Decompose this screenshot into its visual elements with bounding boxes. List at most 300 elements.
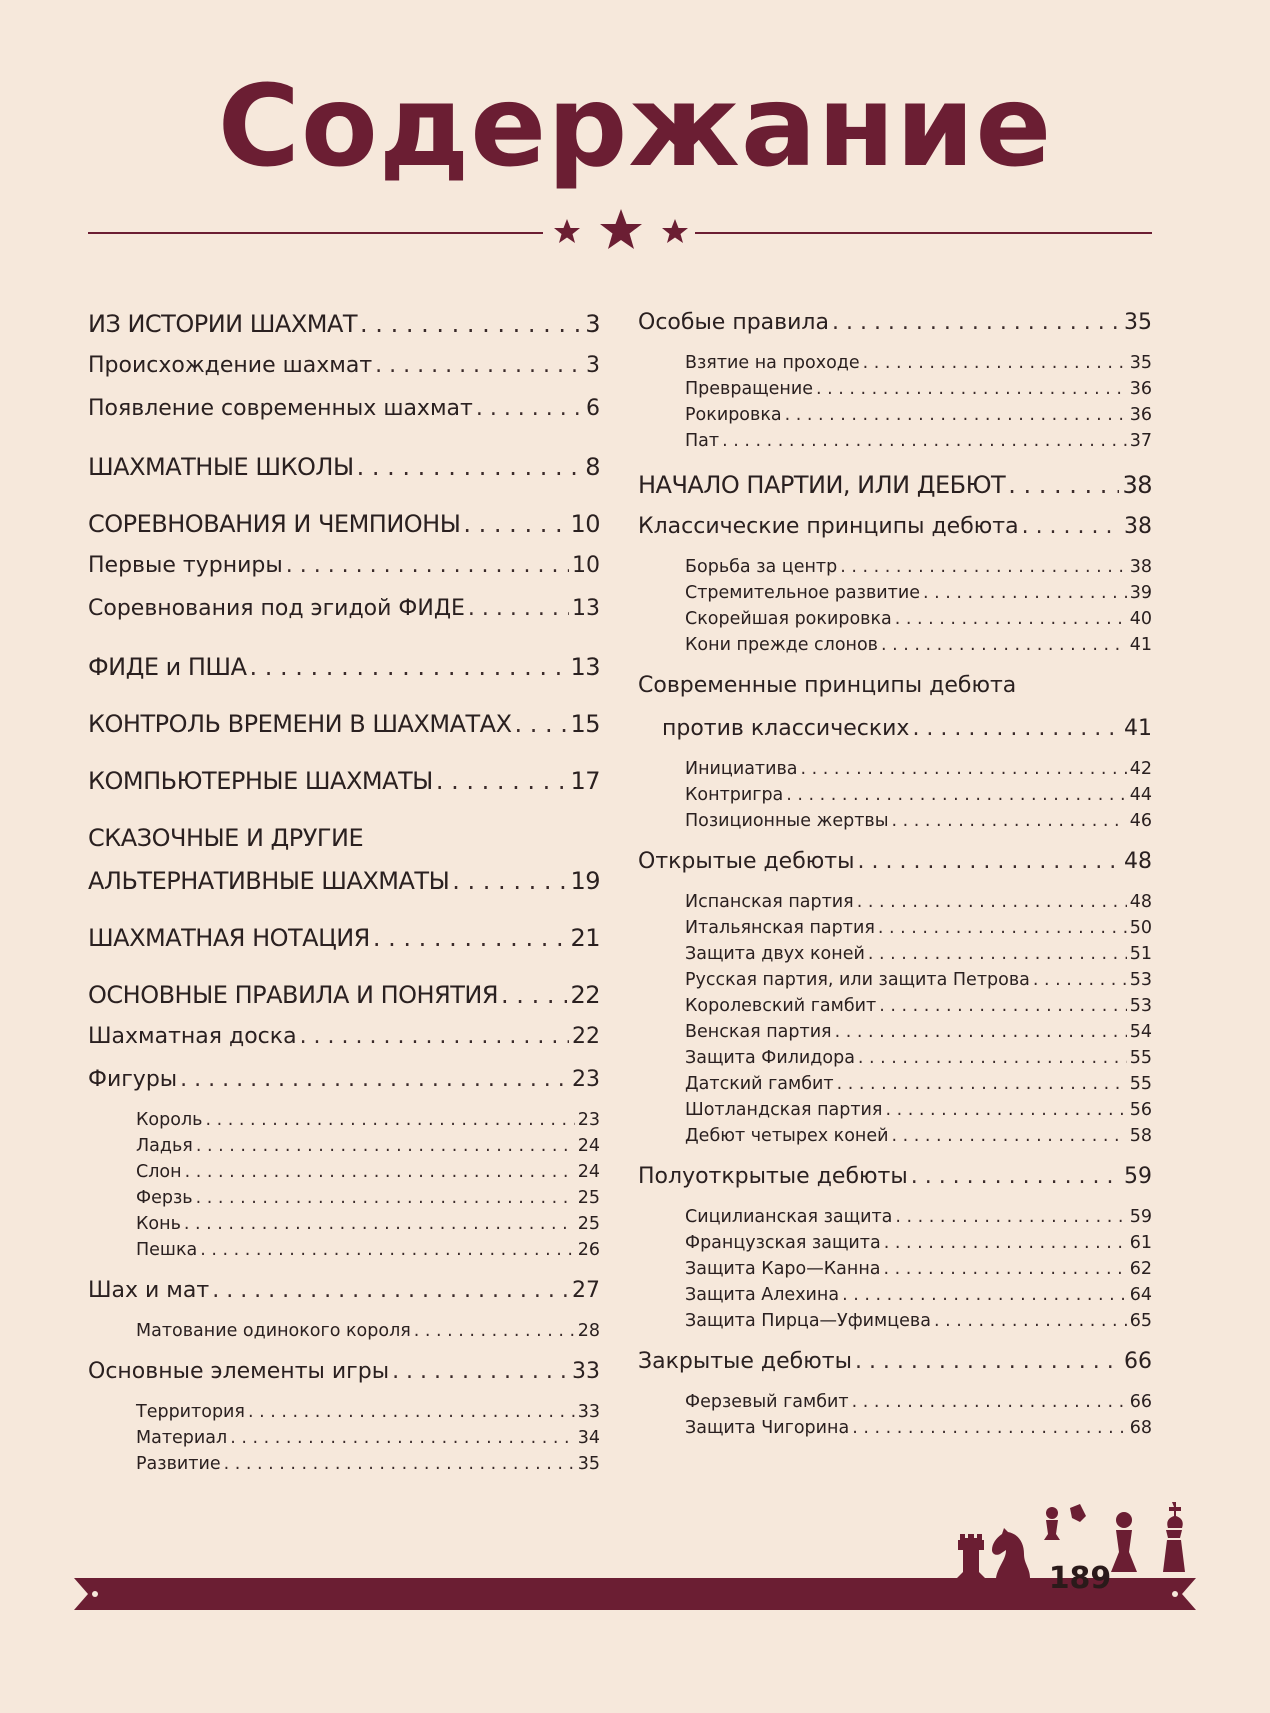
- toc-entry-title: Шахматная доска: [88, 1024, 297, 1049]
- toc-entry: [88, 396, 600, 439]
- toc-right-column: [638, 310, 1152, 1444]
- toc-entry: [638, 1164, 1152, 1207]
- toc-entry-page: 54: [1129, 1022, 1152, 1042]
- toc-entry: [88, 924, 600, 967]
- toc-entry: [638, 892, 1152, 918]
- dot-leader: [858, 1048, 1127, 1068]
- toc-line: [88, 553, 600, 596]
- toc-entry: [88, 1240, 600, 1266]
- toc-line: [88, 1214, 600, 1240]
- toc-entry: [88, 453, 600, 496]
- toc-line: [88, 1188, 600, 1214]
- toc-entry: [638, 635, 1152, 661]
- toc-entry-title: Скорейшая рокировка: [685, 609, 892, 629]
- divider-left: [88, 232, 543, 234]
- toc-entry-page: 39: [1129, 583, 1152, 603]
- toc-entry-title: Рокировка: [685, 405, 782, 425]
- toc-entry: [88, 1024, 600, 1067]
- toc-line: [638, 635, 1152, 661]
- dot-leader: [858, 849, 1122, 874]
- toc-entry-page: 41: [1124, 716, 1152, 741]
- toc-entry-title: Защита двух коней: [685, 944, 865, 964]
- toc-entry-title: Ферзевый гамбит: [685, 1392, 849, 1412]
- toc-entry: [88, 1359, 600, 1402]
- dot-leader: [885, 1100, 1126, 1120]
- toc-line: [638, 1349, 1152, 1392]
- toc-entry-title: КОМПЬЮТЕРНЫЕ ШАХМАТЫ: [88, 767, 433, 795]
- toc-line: [638, 1126, 1152, 1152]
- toc-entry: [88, 1162, 600, 1188]
- toc-entry: [638, 379, 1152, 405]
- dot-leader: [375, 353, 583, 378]
- toc-entry-title: ОСНОВНЫЕ ПРАВИЛА И ПОНЯТИЯ: [88, 981, 499, 1009]
- toc-entry-page: 51: [1129, 944, 1152, 964]
- toc-entry-title: Русская партия, или защита Петрова: [685, 970, 1030, 990]
- toc-entry-page: 21: [570, 924, 600, 952]
- toc-entry-title: Испанская партия: [685, 892, 854, 912]
- toc-line: [88, 1067, 600, 1110]
- dot-leader: [360, 310, 582, 338]
- footer-band: [0, 1500, 1270, 1620]
- toc-entry-title: Полуоткрытые дебюты: [638, 1164, 908, 1189]
- toc-entry-title: Территория: [136, 1402, 245, 1422]
- toc-entry: [638, 811, 1152, 837]
- toc-entry-title: Французская защита: [685, 1233, 881, 1253]
- toc-entry-title: ШАХМАТНЫЕ ШКОЛЫ: [88, 453, 354, 481]
- toc-entry-page: 23: [572, 1067, 600, 1092]
- toc-entry-title: Защита Каро—Канна: [685, 1259, 881, 1279]
- toc-line: [88, 396, 600, 439]
- toc-entry-title: Материал: [136, 1428, 228, 1448]
- toc-entry-page: 10: [572, 553, 600, 578]
- toc-entry: [638, 1207, 1152, 1233]
- toc-entry-page: 10: [570, 510, 600, 538]
- toc-line: [638, 1164, 1152, 1207]
- dot-leader: [392, 1359, 569, 1384]
- toc-entry-title: Особые правила: [638, 310, 829, 335]
- toc-entry-title: Стремительное развитие: [685, 583, 920, 603]
- toc-entry-title: ФИДЕ и ПША: [88, 653, 247, 681]
- toc-entry-page: 24: [577, 1162, 600, 1182]
- toc-entry-title: Защита Филидора: [685, 1048, 855, 1068]
- dot-leader: [868, 944, 1127, 964]
- toc-entry-page: 37: [1129, 431, 1152, 451]
- toc-entry-title: Классические принципы дебюта: [638, 514, 1019, 539]
- toc-line: [88, 1278, 600, 1321]
- toc-line: [88, 1428, 600, 1454]
- dot-leader: [884, 1259, 1127, 1279]
- toc-entry-title: ИЗ ИСТОРИИ ШАХМАТ: [88, 310, 358, 338]
- dot-leader: [436, 767, 568, 795]
- toc-entry-title: Матование одинокого короля: [136, 1321, 411, 1341]
- dot-leader: [840, 557, 1126, 577]
- toc-entry: [638, 918, 1152, 944]
- page-title: Содержание: [217, 62, 1053, 192]
- toc-entry: [638, 353, 1152, 379]
- toc-entry-page: 27: [572, 1278, 600, 1303]
- toc-entry: [88, 767, 600, 810]
- dot-leader: [230, 1428, 575, 1448]
- toc-entry-page: 40: [1129, 609, 1152, 629]
- toc-line: [88, 310, 600, 353]
- toc-entry-title: Защита Чигорина: [685, 1418, 850, 1438]
- toc-entry-page: 48: [1124, 849, 1152, 874]
- toc-entry-page: 15: [570, 710, 600, 738]
- toc-entry-page: 58: [1129, 1126, 1152, 1146]
- toc-line: [638, 785, 1152, 811]
- toc-entry-title: НАЧАЛО ПАРТИИ, ИЛИ ДЕБЮТ: [638, 471, 1006, 499]
- toc-entry-page: 38: [1124, 514, 1152, 539]
- toc-line: [88, 1136, 600, 1162]
- dot-leader: [786, 785, 1126, 805]
- toc-line: [638, 405, 1152, 431]
- toc-entry-title: Появление современных шахмат: [88, 396, 473, 421]
- dot-leader: [185, 1162, 575, 1182]
- toc-entry-title: Король: [136, 1110, 203, 1130]
- toc-entry: [88, 1321, 600, 1347]
- toc-entry-title: Развитие: [136, 1454, 221, 1474]
- dot-leader: [200, 1240, 574, 1260]
- toc-left-column: [88, 310, 600, 1480]
- dot-leader: [286, 553, 569, 578]
- toc-line: [638, 1207, 1152, 1233]
- toc-line: [88, 1024, 600, 1067]
- toc-entry-title: Основные элементы игры: [88, 1359, 390, 1384]
- toc-entry-page: 55: [1129, 1074, 1152, 1094]
- toc-entry-page: 62: [1129, 1259, 1152, 1279]
- toc-entry-page: 53: [1129, 970, 1152, 990]
- dot-leader: [934, 1311, 1127, 1331]
- toc-entry-page: 8: [585, 453, 600, 481]
- toc-entry-page: 33: [577, 1402, 600, 1422]
- toc-entry: [638, 1418, 1152, 1444]
- dot-leader: [895, 1207, 1126, 1227]
- toc-line: [88, 924, 600, 967]
- toc-entry: [88, 710, 600, 753]
- toc-entry-title: КОНТРОЛЬ ВРЕМЕНИ В ШАХМАТАХ: [88, 710, 512, 738]
- toc-entry-page: 38: [1122, 471, 1152, 499]
- toc-line: [638, 944, 1152, 970]
- toc-entry-page: 64: [1129, 1285, 1152, 1305]
- dot-leader: [414, 1321, 575, 1341]
- toc-entry: [638, 1285, 1152, 1311]
- dot-leader: [212, 1278, 569, 1303]
- dot-leader: [1033, 970, 1127, 990]
- dot-leader: [923, 583, 1127, 603]
- toc-entry: [88, 1110, 600, 1136]
- toc-entry: [638, 996, 1152, 1022]
- dot-leader: [884, 1233, 1127, 1253]
- toc-entry-title: Закрытые дебюты: [638, 1349, 852, 1374]
- toc-line: [638, 673, 1152, 716]
- toc-entry: [638, 1311, 1152, 1337]
- toc-entry-page: 35: [1124, 310, 1152, 335]
- dot-leader: [248, 1402, 575, 1422]
- toc-entry-page: 53: [1129, 996, 1152, 1016]
- toc-entry: [88, 553, 600, 596]
- toc-line: [88, 1162, 600, 1188]
- toc-entry: [88, 1428, 600, 1454]
- toc-line: [88, 653, 600, 696]
- dot-leader: [196, 1136, 575, 1156]
- toc-entry: [638, 1100, 1152, 1126]
- toc-entry: [638, 471, 1152, 514]
- dot-leader: [205, 1110, 574, 1130]
- toc-entry-title: СОРЕВНОВАНИЯ И ЧЕМПИОНЫ: [88, 510, 461, 538]
- toc-entry-page: 50: [1129, 918, 1152, 938]
- toc-line: [88, 981, 600, 1024]
- dot-leader: [911, 1164, 1121, 1189]
- toc-entry: [88, 1278, 600, 1321]
- toc-entry: [638, 514, 1152, 557]
- toc-line: [88, 1321, 600, 1347]
- toc-entry-page: 42: [1129, 759, 1152, 779]
- toc-entry: [638, 1259, 1152, 1285]
- toc-entry: [638, 759, 1152, 785]
- toc-entry-title: Итальянская партия: [685, 918, 875, 938]
- dot-leader: [463, 510, 567, 538]
- toc-entry-title: Пат: [685, 431, 720, 451]
- toc-line: [88, 1110, 600, 1136]
- toc-entry: [638, 673, 1152, 759]
- toc-entry-title: Шотландская партия: [685, 1100, 883, 1120]
- toc-entry-title: Соревнования под эгидой ФИДЕ: [88, 596, 465, 621]
- toc-line: [638, 1022, 1152, 1048]
- toc-line: [638, 1233, 1152, 1259]
- toc-entry-title: Шах и мат: [88, 1278, 210, 1303]
- dot-leader: [863, 353, 1127, 373]
- dot-leader: [881, 635, 1127, 655]
- toc-entry-page: 3: [585, 310, 600, 338]
- toc-entry: [638, 405, 1152, 431]
- star-icon: [662, 219, 688, 243]
- dot-leader: [835, 1022, 1127, 1042]
- dot-leader: [184, 1214, 575, 1234]
- toc-line: [638, 996, 1152, 1022]
- toc-line: [638, 1074, 1152, 1100]
- toc-entry-title: Фигуры: [88, 1067, 178, 1092]
- toc-entry-title: Происхождение шахмат: [88, 353, 373, 378]
- toc-entry-title: Взятие на проходе: [685, 353, 860, 373]
- toc-line: [638, 379, 1152, 405]
- toc-line: [638, 1285, 1152, 1311]
- page-number: 189: [1048, 1561, 1112, 1596]
- toc-line: [638, 1311, 1152, 1337]
- toc-entry-page: 25: [577, 1188, 600, 1208]
- toc-entry: [88, 1214, 600, 1240]
- toc-line: [638, 1100, 1152, 1126]
- toc-line: [638, 609, 1152, 635]
- toc-entry-page: 35: [1129, 353, 1152, 373]
- toc-line: [638, 849, 1152, 892]
- toc-line: [638, 431, 1152, 457]
- toc-entry-title: Ладья: [136, 1136, 193, 1156]
- dot-leader: [722, 431, 1127, 451]
- toc-entry-page: 28: [577, 1321, 600, 1341]
- toc-entry-page: 33: [572, 1359, 600, 1384]
- toc-entry: [638, 1392, 1152, 1418]
- toc-line: [88, 1454, 600, 1480]
- star-icon: [600, 209, 642, 249]
- toc-entry-title: Венская партия: [685, 1022, 832, 1042]
- dot-leader: [452, 867, 567, 895]
- toc-entry-page: 17: [570, 767, 600, 795]
- toc-line: [88, 510, 600, 553]
- toc-entry-title: Открытые дебюты: [638, 849, 855, 874]
- toc-entry-page: 59: [1129, 1207, 1152, 1227]
- toc-entry: [88, 353, 600, 396]
- toc-entry: [88, 824, 600, 910]
- toc-entry-title: Сицилианская защита: [685, 1207, 893, 1227]
- toc-entry-title: Инициатива: [685, 759, 798, 779]
- dot-leader: [501, 981, 567, 1009]
- toc-entry-title: СКАЗОЧНЫЕ И ДРУГИЕ: [88, 824, 364, 852]
- toc-line: [638, 918, 1152, 944]
- toc-entry-title: Превращение: [685, 379, 814, 399]
- toc-entry: [88, 1188, 600, 1214]
- toc-entry: [638, 557, 1152, 583]
- toc-line: [88, 824, 600, 867]
- dot-leader: [892, 1126, 1127, 1146]
- toc-entry-page: 35: [577, 1454, 600, 1474]
- toc-entry-page: 13: [572, 596, 600, 621]
- toc-line: [638, 811, 1152, 837]
- toc-line: [638, 892, 1152, 918]
- toc-line: [88, 710, 600, 753]
- toc-entry-title: Кони прежде слонов: [685, 635, 878, 655]
- toc-entry-page: 65: [1129, 1311, 1152, 1331]
- dot-leader: [816, 379, 1127, 399]
- stars-ornament: [548, 205, 694, 261]
- toc-entry-title: против классических: [662, 716, 910, 741]
- toc-entry-title: Дебют четырех коней: [685, 1126, 889, 1146]
- toc-entry: [88, 653, 600, 696]
- toc-entry-title: Борьба за центр: [685, 557, 838, 577]
- toc-entry-title: Пешка: [136, 1240, 198, 1260]
- toc-entry-page: 23: [577, 1110, 600, 1130]
- divider-right: [695, 232, 1152, 234]
- dot-leader: [855, 1349, 1121, 1374]
- toc-entry: [88, 981, 600, 1024]
- toc-entry: [638, 1126, 1152, 1152]
- toc-entry-page: 59: [1124, 1164, 1152, 1189]
- toc-entry: [638, 970, 1152, 996]
- toc-line: [638, 557, 1152, 583]
- dot-leader: [879, 996, 1127, 1016]
- toc-entry-page: 6: [586, 396, 600, 421]
- toc-entry: [88, 1454, 600, 1480]
- toc-entry: [88, 1067, 600, 1110]
- toc-entry-page: 3: [586, 353, 600, 378]
- dot-leader: [892, 811, 1127, 831]
- toc-line: [638, 759, 1152, 785]
- toc-entry: [88, 1402, 600, 1428]
- dot-leader: [224, 1454, 575, 1474]
- toc-line: [638, 1418, 1152, 1444]
- toc-entry: [638, 1074, 1152, 1100]
- toc-line: [638, 353, 1152, 379]
- toc-line: [638, 514, 1152, 557]
- toc-entry: [638, 944, 1152, 970]
- dot-leader: [857, 892, 1127, 912]
- toc-entry-page: 55: [1129, 1048, 1152, 1068]
- toc-entry-page: 24: [577, 1136, 600, 1156]
- toc-entry: [638, 431, 1152, 457]
- dot-leader: [852, 1392, 1127, 1412]
- toc-line: [638, 970, 1152, 996]
- toc-entry-page: 56: [1129, 1100, 1152, 1120]
- toc-line: [638, 1048, 1152, 1074]
- toc-entry-title: Контригра: [685, 785, 784, 805]
- dot-leader: [801, 759, 1127, 779]
- dot-leader: [832, 310, 1121, 335]
- toc-entry-page: 36: [1129, 405, 1152, 425]
- toc-entry: [638, 583, 1152, 609]
- dot-leader: [468, 596, 569, 621]
- toc-entry-page: 34: [577, 1428, 600, 1448]
- toc-entry-title: Королевский гамбит: [685, 996, 877, 1016]
- toc-line: [88, 767, 600, 810]
- toc-entry-page: 13: [570, 653, 600, 681]
- toc-line: [638, 310, 1152, 353]
- toc-line: [638, 1392, 1152, 1418]
- dot-leader: [357, 453, 583, 481]
- toc-entry-title: Современные принципы дебюта: [638, 673, 1017, 698]
- dot-leader: [180, 1067, 569, 1092]
- dot-leader: [912, 716, 1121, 741]
- toc-entry-page: 66: [1129, 1392, 1152, 1412]
- toc-entry-page: 22: [570, 981, 600, 1009]
- toc-entry-page: 36: [1129, 379, 1152, 399]
- toc-entry-title: Первые турниры: [88, 553, 283, 578]
- dot-leader: [878, 918, 1127, 938]
- dot-leader: [1008, 471, 1119, 499]
- toc-line: [638, 583, 1152, 609]
- toc-entry-title: Ферзь: [136, 1188, 193, 1208]
- dot-leader: [476, 396, 583, 421]
- toc-entry-page: 41: [1129, 635, 1152, 655]
- toc-line: [88, 1402, 600, 1428]
- dot-leader: [837, 1074, 1127, 1094]
- toc-entry-page: 38: [1129, 557, 1152, 577]
- toc-line: [638, 1259, 1152, 1285]
- dot-leader: [300, 1024, 569, 1049]
- toc-line: [638, 471, 1152, 514]
- toc-line: [88, 596, 600, 639]
- toc-entry-page: 19: [570, 867, 600, 895]
- toc-entry-page: 26: [577, 1240, 600, 1260]
- toc-entry-page: 25: [577, 1214, 600, 1234]
- toc-entry-title: Защита Пирца—Уфимцева: [685, 1311, 931, 1331]
- toc-entry: [638, 1233, 1152, 1259]
- star-icon: [554, 219, 580, 243]
- toc-entry: [638, 849, 1152, 892]
- toc-entry-title: Позиционные жертвы: [685, 811, 889, 831]
- toc-entry: [638, 310, 1152, 353]
- dot-leader: [842, 1285, 1127, 1305]
- toc-entry-page: 68: [1129, 1418, 1152, 1438]
- dot-leader: [1022, 514, 1121, 539]
- toc-entry: [638, 609, 1152, 635]
- toc-entry-title: АЛЬТЕРНАТИВНЫЕ ШАХМАТЫ: [88, 867, 450, 895]
- toc-entry: [88, 510, 600, 553]
- toc-entry-page: 22: [572, 1024, 600, 1049]
- toc-line: [88, 453, 600, 496]
- toc-line: [88, 1359, 600, 1402]
- toc-entry-title: Слон: [136, 1162, 182, 1182]
- toc-entry-title: Конь: [136, 1214, 181, 1234]
- toc-entry: [638, 1349, 1152, 1392]
